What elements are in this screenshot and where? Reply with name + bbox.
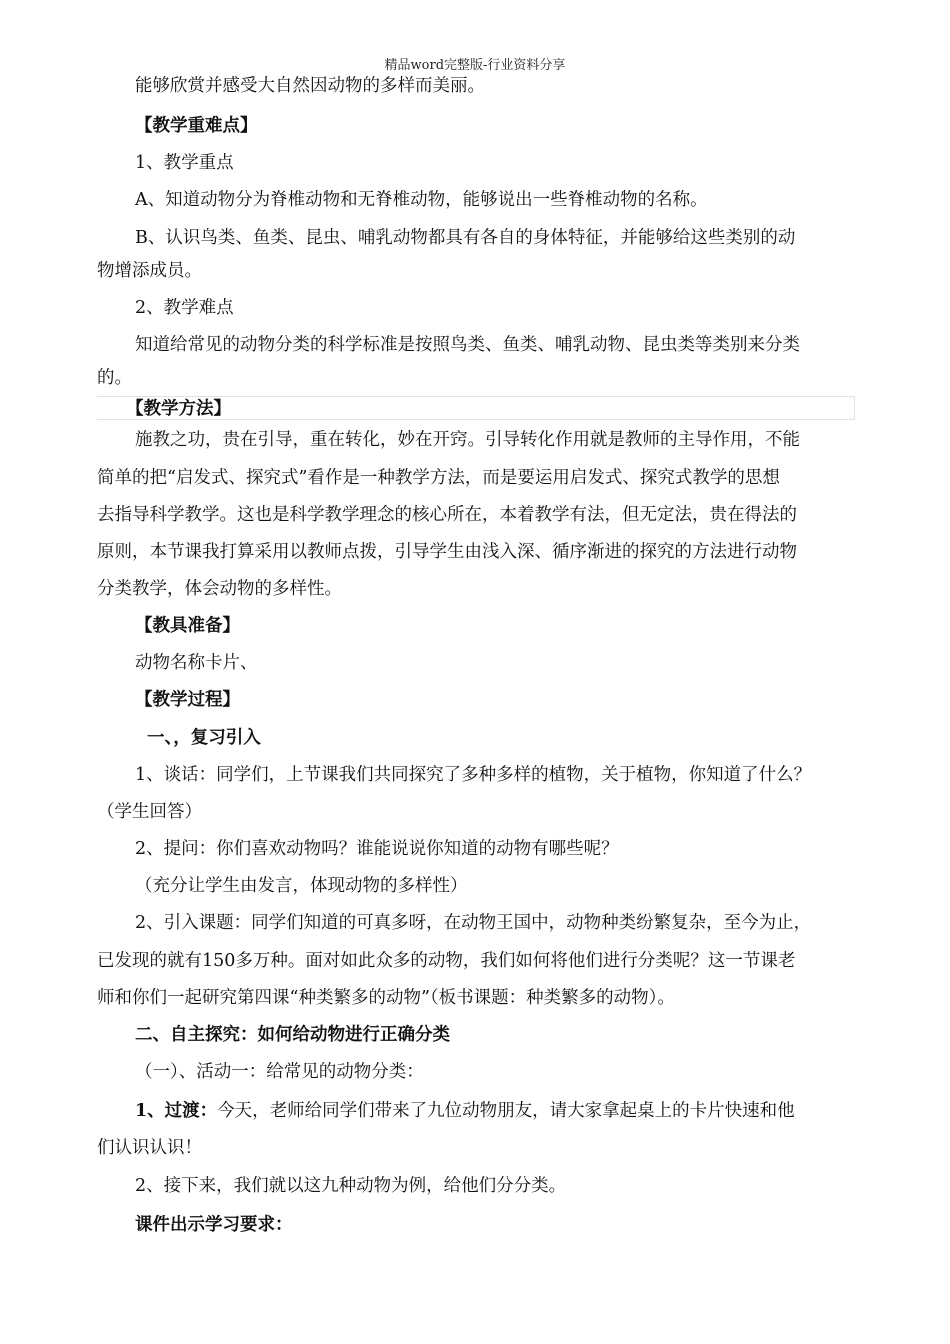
paragraph-line: 2、提问：你们喜欢动物吗？谁能说说你知道的动物有哪些呢？ — [135, 839, 619, 859]
paragraph-line: （学生回答） — [97, 802, 202, 822]
paragraph-line: 知道给常见的动物分类的科学标准是按照鸟类、鱼类、哺乳动物、昆虫类等类别来分类 — [135, 335, 800, 355]
paragraph-line: 1、谈话：同学们，上节课我们共同探究了多种多样的植物，关于植物，你知道了什么？ — [135, 765, 812, 785]
paragraph-line: （充分让学生由发言，体现动物的多样性） — [135, 876, 468, 896]
paragraph-line: A、知道动物分为脊椎动物和无脊椎动物，能够说出一些脊椎动物的名称。 — [135, 190, 708, 210]
subheading: 1、教学重点 — [135, 153, 234, 173]
paragraph-line: 分类教学，体会动物的多样性。 — [97, 579, 342, 599]
paragraph-line: 2、引入课题：同学们知道的可真多呀，在动物王国中，动物种类纷繁复杂，至今为止， — [135, 913, 812, 933]
section-heading-methods: 【教学方法】 — [126, 399, 231, 419]
subheading: 2、教学难点 — [135, 298, 234, 318]
paragraph-line: 原则，本节课我打算采用以教师点拨，引导学生由浅入深、循序渐进的探究的方法进行动物 — [97, 542, 797, 562]
paragraph-line: 师和你们一起研究第四课“种类繁多的动物”（板书课题：种类繁多的动物）。 — [97, 988, 675, 1008]
transition-label: 1、过渡： — [135, 1101, 218, 1121]
paragraph-line: 2、接下来，我们就以这九种动物为例，给他们分分类。 — [135, 1176, 567, 1196]
paragraph-line: 简单的把“启发式、探究式”看作是一种教学方法，而是要运用启发式、探究式教学的思想 — [97, 468, 780, 488]
section-heading-materials: 【教具准备】 — [135, 616, 240, 636]
transition-text: 今天，老师给同学们带来了九位动物朋友，请大家拿起桌上的卡片快速和他 — [217, 1101, 795, 1121]
paragraph-line: 物增添成员。 — [97, 261, 202, 281]
section-heading-process: 【教学过程】 — [135, 690, 240, 710]
paragraph-line: 的。 — [97, 368, 132, 388]
paragraph-line: 施教之功，贵在引导，重在转化，妙在开窍。引导转化作用就是教师的主导作用，不能 — [135, 430, 800, 450]
paragraph-line: 已发现的就有150多万种。面对如此众多的动物，我们如何将他们进行分类呢？这一节课老 — [97, 951, 796, 971]
paragraph-line: 去指导科学教学。这也是科学教学理念的核心所在，本着教学有法，但无定法，贵在得法的 — [97, 505, 797, 525]
paragraph-line: 动物名称卡片、 — [135, 653, 258, 673]
paragraph-line: （一）、活动一：给常见的动物分类： — [135, 1062, 424, 1082]
paragraph-line: 们认识认识！ — [97, 1138, 202, 1158]
section-heading-key-points: 【教学重难点】 — [135, 116, 258, 136]
paragraph-line: 能够欣赏并感受大自然因动物的多样而美丽。 — [135, 76, 485, 96]
paragraph-line — [135, 1099, 795, 1123]
page-header: 精品word完整版-行业资料分享 — [384, 58, 566, 73]
courseware-heading: 课件出示学习要求： — [135, 1215, 293, 1235]
part-heading: 一、，复习引入 — [147, 728, 261, 748]
part-heading: 二、自主探究：如何给动物进行正确分类 — [135, 1025, 450, 1045]
paragraph-line: B、认识鸟类、鱼类、昆虫、哺乳动物都具有各自的身体特征，并能够给这些类别的动 — [135, 228, 796, 248]
